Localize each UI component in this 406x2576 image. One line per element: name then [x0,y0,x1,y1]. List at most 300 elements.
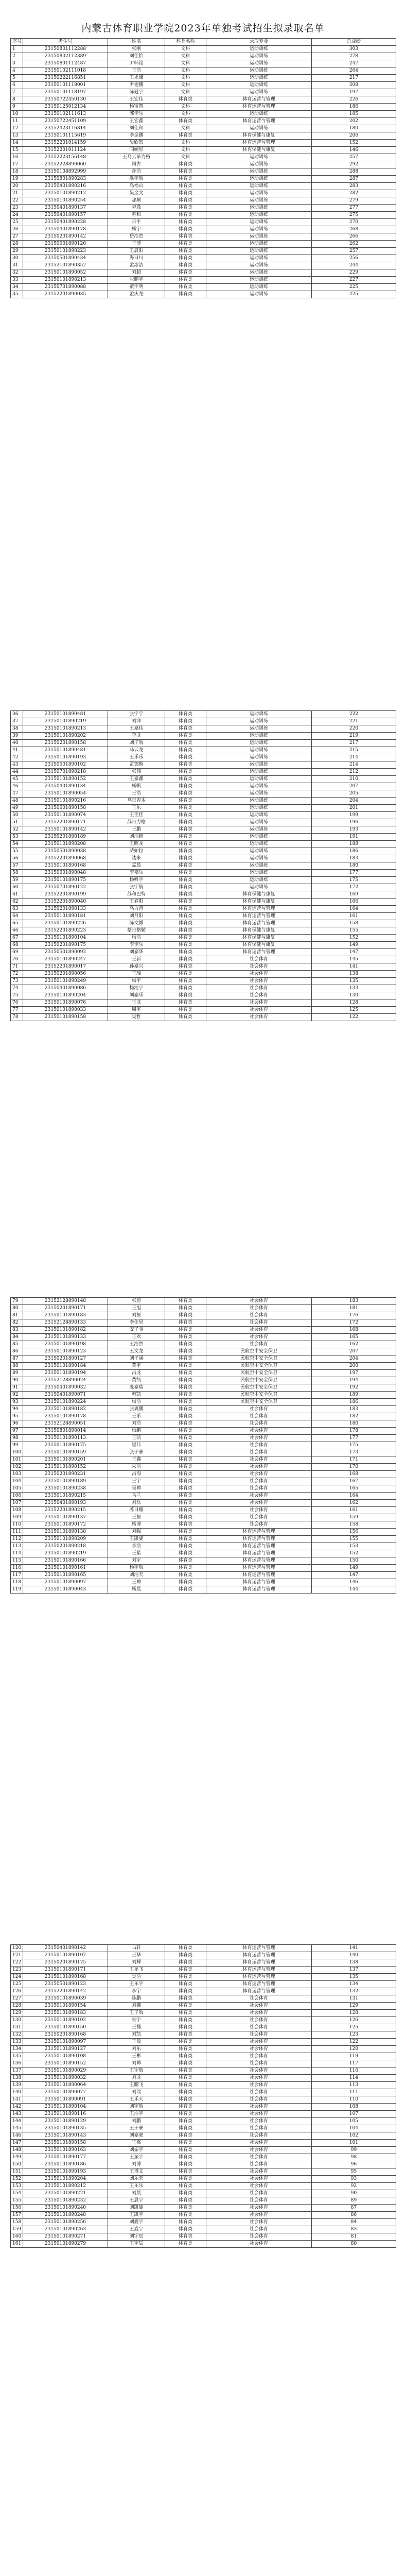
table-row [11,2132,396,2140]
table-row [11,277,396,284]
table-cell: 215 [312,747,396,754]
table-cell: 社会体育 [206,2132,312,2140]
table-cell: 王瑞 [108,971,165,978]
table-cell: 139 [11,2082,23,2089]
table-cell: 黄凯 [108,1377,165,1384]
table-row [11,53,396,60]
table-cell: 131 [11,2024,23,2031]
table-cell: 运动训练 [206,790,312,798]
table-cell: 92 [11,1392,23,1399]
table-cell: 183 [312,855,396,862]
table-cell: 120 [312,2046,396,2053]
table-cell: 93 [312,2176,396,2183]
table-cell: 体育类 [165,1952,206,1959]
table-cell: 孟晨 [108,862,165,870]
table-cell: 刘振 [108,1312,165,1319]
table-cell: 体育运营与管理 [206,96,312,104]
table-cell: 80 [312,2241,396,2248]
table-cell: 运动训练 [206,154,312,161]
table-cell: 体育类 [165,2053,206,2060]
table-cell: 55 [11,848,23,855]
table-cell: 133 [11,2039,23,2046]
table-cell: 29 [11,248,23,255]
table-cell: 体育类 [165,1967,206,1974]
table-row [11,205,396,212]
table-cell: 23150701890088 [23,284,108,291]
table-cell: 152 [312,935,396,942]
table-cell: 杨帆 [108,783,165,790]
table-cell: 体育类 [165,248,206,255]
table-cell: 24 [11,212,23,219]
table-cell: 6 [11,82,23,89]
table-cell: 体育保健与康复 [206,132,312,140]
table-cell: 崔伟 [108,1442,165,1449]
table-cell: 孙浩 [108,168,165,176]
table-cell: 23150101890077 [23,2089,108,2096]
table-cell: 体育类 [165,168,206,176]
table-cell: 26 [11,226,23,233]
table-page-3 [10,1297,396,1594]
table-cell: 23150101890213 [23,277,108,284]
table-cell: 73 [11,978,23,985]
table-row [11,248,396,255]
table-cell: 运动训练 [206,75,312,82]
table-cell: 王宏伟 [108,96,165,104]
table-cell: 社会体育 [206,2205,312,2212]
table-cell: 180 [312,862,396,870]
table-cell: 杨宝智 [108,104,165,111]
table-cell: 刘浩 [108,1420,165,1428]
table-cell: 体育类 [165,877,206,884]
table-cell: 111 [11,1529,23,1536]
table-cell: 264 [312,67,396,75]
table-row [11,1319,396,1327]
table-cell: 运动训练 [206,812,312,819]
table-row [11,1428,396,1435]
table-cell: 体育类 [165,1428,206,1435]
table-row [11,96,396,104]
table-cell: 体育类 [165,241,206,248]
table-row [11,985,396,992]
table-cell: 227 [312,277,396,284]
table-cell: 137 [312,1967,396,1974]
table-cell: 23150101890113 [23,1435,108,1442]
table-cell: 170 [312,1464,396,1471]
table-cell: 23150201890231 [23,1471,108,1478]
table-cell: 23150101890152 [23,776,108,783]
table-cell: 社会体育 [206,999,312,1007]
table-row [11,2031,396,2039]
table-cell: 23150722451109 [23,118,108,125]
table-cell: 体育类 [165,1995,206,2003]
table-cell: 156 [312,1529,396,1536]
table-cell: 运动训练 [206,277,312,284]
table-cell: 23150101890183 [23,1312,108,1319]
table-cell: 23150101890175 [23,877,108,884]
table-cell: 体育类 [165,1305,206,1312]
table-page-4 [10,1944,396,2248]
table-cell: 陈鹏 [108,1995,165,2003]
table-cell: 19 [11,176,23,183]
table-cell: 运动训练 [206,284,312,291]
table-cell: 体育类 [165,761,206,769]
table-cell: 社会体育 [206,2190,312,2197]
table-cell: 23150101890091 [23,2096,108,2104]
table-cell: 44 [11,769,23,776]
table-row [11,176,396,183]
table-cell: 74 [11,985,23,992]
table-cell: 199 [312,812,396,819]
table-cell: 马云龙 [108,747,165,754]
table-cell: 杨浩宇 [108,985,165,992]
table-cell: 89 [11,1370,23,1377]
table-row [11,1521,396,1529]
table-cell: 23150101890240 [23,2205,108,2212]
table-cell: 153 [11,2183,23,2190]
table-cell: 292 [312,161,396,168]
table-cell: 256 [312,255,396,262]
table-row [11,67,396,75]
table-row [11,104,396,111]
table-cell: 132 [312,1988,396,1995]
table-cell: 124 [11,1974,23,1981]
table-cell: 161 [312,1507,396,1514]
table-cell: 23150101890189 [23,1478,108,1485]
table-cell: 王新 [108,956,165,963]
table-cell: 体育类 [165,790,206,798]
table-cell: 孟庆龙 [108,291,165,298]
table-cell: 杨宇航 [108,1565,165,1572]
table-cell: 体育运营与管理 [206,118,312,125]
table-cell: 128 [312,999,396,1007]
table-cell: 体育保健与康复 [206,147,312,154]
table-cell: 吕龙 [108,1370,165,1377]
table-cell: 体育类 [165,1529,206,1536]
table-cell: 178 [312,1428,396,1435]
table-cell: 体育类 [165,183,206,190]
table-row [11,798,396,805]
table-row [11,790,396,798]
table-cell: 体育保健与康复 [206,935,312,942]
table-cell: 56 [11,855,23,862]
table-cell: 197 [312,1370,396,1377]
table-cell: 205 [312,790,396,798]
table-cell: 23150101890133 [23,1334,108,1341]
table-cell: 59 [11,877,23,884]
table-cell: 23152101890352 [23,262,108,269]
table-cell: 23150101890074 [23,812,108,819]
table-cell: 王振宇 [108,2154,165,2161]
table-cell: 体育类 [165,262,206,269]
table-cell: 96 [312,2161,396,2168]
table-cell: 体育类 [165,132,206,140]
table-cell: 体育类 [165,927,206,935]
table-cell: 体育类 [165,978,206,985]
table-cell: 王佳佳 [108,812,165,819]
table-cell: 54 [11,841,23,848]
table-cell: 王子豪 [108,2125,165,2132]
table-row [11,971,396,978]
table-cell: 体育运营与管理 [206,1579,312,1586]
table-cell: 文科 [165,140,206,147]
table-cell: 体育类 [165,1981,206,1988]
table-cell: 49 [11,805,23,812]
table-cell: 文科 [165,125,206,132]
table-row [11,2039,396,2046]
table-cell: 运动训练 [206,89,312,96]
table-cell: 23150101890165 [23,1572,108,1579]
table-row [11,819,396,826]
table-cell: 体育类 [165,2161,206,2168]
table-cell: 苏日娜 [108,1507,165,1514]
table-cell: 刘凯 [108,2031,165,2039]
table-row [11,761,396,769]
table-row [11,884,396,891]
table-row [11,870,396,877]
table-cell: 社会体育 [206,1493,312,1500]
table-cell: 刘辉 [108,1959,165,1967]
table-row [11,2104,396,2111]
table-cell: 张迈 [108,1298,165,1305]
table-cell: 23150401890193 [23,1500,108,1507]
table-cell: 51 [11,819,23,826]
table-cell: 体育类 [165,769,206,776]
table-cell: 23150101890137 [23,1514,108,1521]
table-cell: 李佳昊 [108,1319,165,1327]
table-cell: 体育类 [165,2089,206,2096]
table-cell: 体育类 [165,862,206,870]
table-row [11,1550,396,1557]
table-cell: 23150101890194 [23,1370,108,1377]
table-cell: 31 [11,262,23,269]
table-cell: 运动训练 [206,190,312,197]
table-cell: 119 [312,2053,396,2060]
table-row [11,241,396,248]
table-row [11,2082,396,2089]
table-cell: 董宇明 [108,284,165,291]
table-cell: 126 [11,1988,23,1995]
table-row [11,1529,396,1536]
table-row [11,161,396,168]
table-cell: 王子航 [108,2010,165,2017]
table-row [11,1507,396,1514]
table-cell: 运动训练 [206,884,312,891]
table-cell: 体育类 [165,906,206,913]
table-row [11,1298,396,1305]
table-cell: 23152128890051 [23,1420,108,1428]
table-cell: 219 [312,733,396,740]
table-cell: 王旭 [108,1305,165,1312]
table-cell: 100 [11,1449,23,1456]
table-cell: 社会体育 [206,2168,312,2176]
table-cell: 202 [312,118,396,125]
table-row [11,1959,396,1967]
table-cell: 运动训练 [206,862,312,870]
table-cell: 吴帅 [108,1485,165,1493]
table-cell: 140 [11,2089,23,2096]
table-cell: 吴欣然 [108,140,165,147]
table-cell: 李佳乐 [108,942,165,949]
table-cell: 体育运营与管理 [206,1565,312,1572]
table-cell: 运动训练 [206,205,312,212]
table-cell: 23150201890133 [23,906,108,913]
table-cell: 刘乐天 [108,2176,165,2183]
table-cell: 23150101890127 [23,2046,108,2053]
table-cell: 169 [312,891,396,899]
table-cell: 王宇辰 [108,2241,165,2248]
table-row [11,783,396,790]
table-cell: 23150101890481 [23,747,108,754]
table-cell: 171 [312,1456,396,1464]
table-cell: 23150101890143 [23,2132,108,2140]
table-cell: 132 [11,2031,23,2039]
table-row [11,262,396,269]
table-cell: 刘磊 [108,1500,165,1507]
table-cell: 125 [11,1981,23,1988]
table-cell: 王星 [108,1550,165,1557]
table-row [11,935,396,942]
table-cell: 23150101890248 [23,2212,108,2219]
table-cell: 运动训练 [206,269,312,277]
table-cell: 222 [312,711,396,718]
table-cell: 85 [11,1341,23,1348]
table-row [11,2233,396,2241]
table-cell: 杨浩 [108,1399,165,1406]
table-cell: 101 [312,2140,396,2147]
table-row [11,841,396,848]
table-row [11,2017,396,2024]
table-cell: 115 [11,1557,23,1565]
table-cell: 刘宇辰 [108,2233,165,2241]
table-cell: 朱浩 [108,1464,165,1471]
table-cell: 23150108892999 [23,168,108,176]
table-row [11,862,396,870]
table-cell: 孟德斯 [108,761,165,769]
table-cell: 70 [11,956,23,963]
table-row [11,1974,396,1981]
table-cell: 23150101890232 [23,2197,108,2205]
table-cell: 体育类 [165,2132,206,2140]
table-cell: 体育类 [165,805,206,812]
table-cell: 23150201890168 [23,2031,108,2039]
table-cell: 体育运营与管理 [206,1967,312,1974]
table-cell: 体育运营与管理 [206,906,312,913]
table-cell: 社会体育 [206,1456,312,1464]
table-cell: 35 [11,291,23,298]
table-cell: 71 [11,963,23,971]
table-cell: 尹逸 [108,205,165,212]
table-cell: 23152201890171 [23,819,108,826]
table-row [11,233,396,241]
table-cell: 马轩 [108,1945,165,1952]
table-cell: 体育类 [165,2226,206,2233]
table-cell: 99 [312,2147,396,2154]
table-row [11,2053,396,2060]
table-cell: 65 [11,920,23,927]
table-row [11,2241,396,2248]
table-row [11,2046,396,2053]
table-cell: 社会体育 [206,2039,312,2046]
table-cell: 138 [11,2075,23,2082]
table-cell: 体育类 [165,2046,206,2053]
table-cell: 王鑫 [108,1456,165,1464]
table-cell: 体育类 [165,176,206,183]
table-cell: 101 [11,1456,23,1464]
table-cell: 23150101890158 [23,2140,108,2147]
table-cell: 体育类 [165,161,206,168]
table-cell: 体育运营与管理 [206,1586,312,1594]
table-cell: 社会体育 [206,1435,312,1442]
table-cell: 86 [11,1348,23,1355]
table-cell: 191 [312,834,396,841]
table-cell: 214 [312,761,396,769]
table-cell: 270 [312,219,396,226]
table-row [11,226,396,233]
table-cell: 176 [312,1312,396,1319]
table-row [11,2089,396,2096]
table-row [11,2197,396,2205]
table-cell: 147 [312,1572,396,1579]
table-row [11,711,396,718]
table-cell: 那顺 [108,197,165,205]
table-cell: 社会体育 [206,1514,312,1521]
table-cell: 社会体育 [206,963,312,971]
table-cell: 82 [11,1319,23,1327]
table-cell: 体育运营与管理 [206,1981,312,1988]
table-cell: 运动训练 [206,834,312,841]
admission-table [10,710,396,1021]
table-cell: 社会体育 [206,1413,312,1420]
table-cell: 23150101890186 [23,2161,108,2168]
table-cell: 177 [312,870,396,877]
table-cell: 133 [312,985,396,992]
table-cell: 周宇 [108,1007,165,1014]
table-cell: 体育类 [165,1565,206,1572]
table-cell: 体育类 [165,212,206,219]
table-row [11,2176,396,2183]
table-cell: 体育类 [165,219,206,226]
table-cell: 安子骏 [108,1327,165,1334]
table-cell: 2 [11,53,23,60]
table-cell: 王晨宇 [108,2197,165,2205]
table-cell: 体育运营与管理 [206,1974,312,1981]
header-cell: 考生号 [23,39,108,46]
table-cell: 体育类 [165,2219,206,2226]
table-cell: 乌日吉木 [108,798,165,805]
table-cell: 社会体育 [206,2053,312,2060]
table-cell: 138 [312,971,396,978]
table-cell: 运动训练 [206,776,312,783]
table-cell: 23150201890175 [23,1959,108,1967]
table-cell: 体育运营与管理 [206,920,312,927]
table-cell: 社会体育 [206,2024,312,2031]
table-cell: 108 [312,2104,396,2111]
table-cell: 23152228890060 [23,161,108,168]
table-row [11,1449,396,1456]
table-cell: 206 [312,132,396,140]
table-cell: 287 [312,176,396,183]
table-cell: 23150101890076 [23,999,108,1007]
table-row [11,219,396,226]
table-cell: 尹德鹏 [108,82,165,89]
table-cell: 36 [11,711,23,718]
table-cell: 体育运营与管理 [206,1572,312,1579]
table-cell: 体育类 [165,2031,206,2039]
table-cell: 王浩 [108,67,165,75]
table-cell: 体育类 [165,2017,206,2024]
table-cell: 体育类 [165,2082,206,2089]
table-row [11,949,396,956]
